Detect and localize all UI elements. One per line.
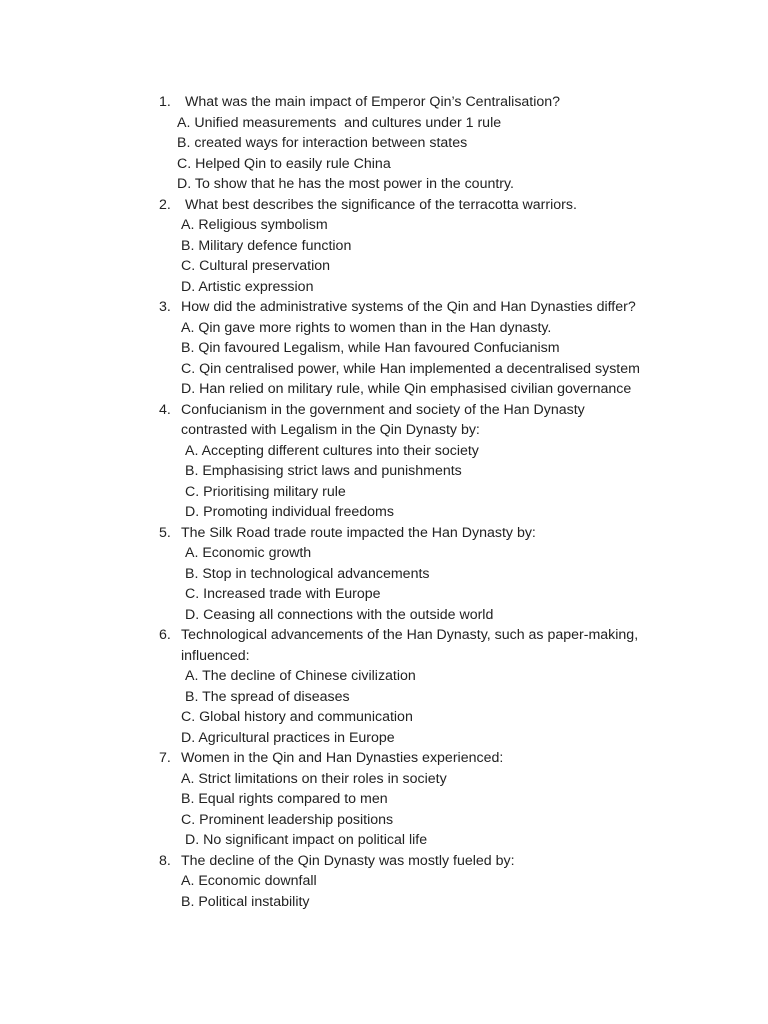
question-text-line-2: influenced: xyxy=(181,647,250,664)
question-number: 2. xyxy=(159,196,171,213)
option-b: B. Emphasising strict laws and punishments xyxy=(185,463,462,479)
question-number: 5. xyxy=(159,524,171,541)
option-a: A. Qin gave more rights to women than in the Han dynasty. xyxy=(181,319,552,336)
option-a: A. Economic growth xyxy=(185,545,312,561)
question-text: The Silk Road trade route impacted the Han Dynasty by: xyxy=(181,524,536,541)
question-1 xyxy=(156,92,716,195)
option-a: A. Strict limitations on their roles in society xyxy=(181,770,447,787)
option-d: D. To show that he has the most power in the country. xyxy=(177,176,514,192)
quiz-list xyxy=(156,92,716,912)
question-8 xyxy=(156,851,716,913)
option-d: D. Ceasing all connections with the outside world xyxy=(185,606,494,623)
option-a: A. The decline of Chinese civilization xyxy=(185,668,416,684)
option-d: D. Agricultural practices in Europe xyxy=(181,729,395,746)
question-5 xyxy=(156,523,716,626)
option-b: B. Military defence function xyxy=(181,237,352,254)
question-number: 1. xyxy=(159,94,171,110)
option-c: C. Global history and communication xyxy=(181,709,413,725)
question-text-line-1: Confucianism in the government and society of the Han Dynasty xyxy=(181,401,585,418)
option-a: A. Religious symbolism xyxy=(181,217,328,233)
option-c: C. Prioritising military rule xyxy=(185,483,346,500)
option-c: C. Increased trade with Europe xyxy=(185,586,381,602)
question-text: The decline of the Qin Dynasty was mostly fueled by: xyxy=(181,852,515,869)
question-number: 6. xyxy=(159,627,171,643)
option-c: C. Qin centralised power, while Han implemented a decentralised system xyxy=(181,360,640,377)
option-b: B. Qin favoured Legalism, while Han favoured Confucianism xyxy=(181,340,560,356)
option-a: A. Accepting different cultures into their society xyxy=(185,442,479,459)
option-b: B. The spread of diseases xyxy=(185,688,350,705)
option-d: D. Artistic expression xyxy=(181,278,314,295)
question-text: What was the main impact of Emperor Qin’s Centralisation? xyxy=(185,94,561,110)
option-d: D. Promoting individual freedoms xyxy=(185,504,394,520)
question-number: 4. xyxy=(159,401,171,418)
question-2 xyxy=(156,195,716,298)
question-4 xyxy=(156,400,716,523)
question-number: 7. xyxy=(159,750,171,766)
question-number: 8. xyxy=(159,852,171,869)
option-b: B. Equal rights compared to men xyxy=(181,791,388,807)
question-text: How did the administrative systems of the Qin and Han Dynasties differ? xyxy=(181,299,636,315)
option-a: A. Unified measurements and cultures under 1 rule xyxy=(177,114,502,131)
question-7 xyxy=(156,748,716,851)
option-c: C. Cultural preservation xyxy=(181,258,331,274)
option-c: C. Prominent leadership positions xyxy=(181,811,394,828)
option-d: D. No significant impact on political life xyxy=(185,832,428,848)
option-a: A. Economic downfall xyxy=(181,873,317,889)
question-text: Women in the Qin and Han Dynasties experienced: xyxy=(181,750,504,766)
option-c: C. Helped Qin to easily rule China xyxy=(177,155,391,172)
option-b: B. Political instability xyxy=(181,893,310,910)
option-b: B. Stop in technological advancements xyxy=(185,565,430,582)
question-text-line-1: Technological advancements of the Han Dynasty, such as paper-making, xyxy=(181,627,639,643)
option-d: D. Han relied on military rule, while Qin emphasised civilian governance xyxy=(181,381,632,397)
question-number: 3. xyxy=(159,299,171,315)
question-text: What best describes the significance of the terracotta warriors. xyxy=(185,196,577,213)
question-6 xyxy=(156,625,716,748)
question-3 xyxy=(156,297,716,400)
option-b: B. created ways for interaction between states xyxy=(177,135,468,151)
question-text-line-2: contrasted with Legalism in the Qin Dynasty by: xyxy=(181,422,480,438)
